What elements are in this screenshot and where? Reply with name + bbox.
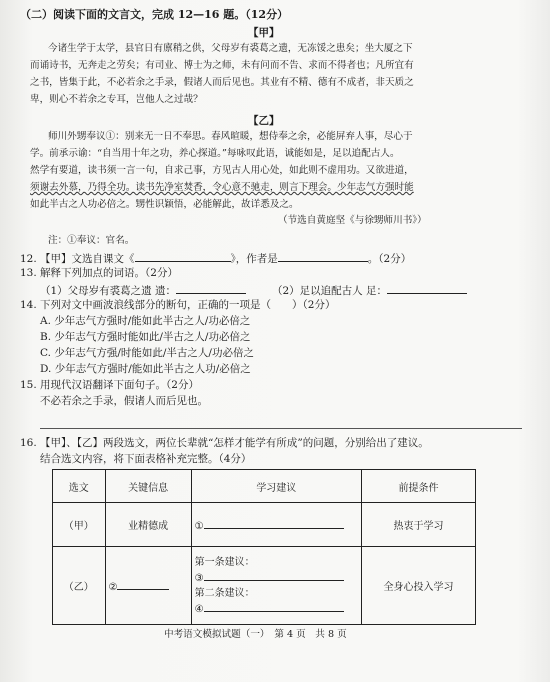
passage-b-line: 如此半古之人功必倍之。甥性识颖悟，必能解此，故详悉及之。 <box>30 199 299 210</box>
passage-a-label: 【甲】 <box>248 27 280 39</box>
question-13-item-1: （1）父母岁有裘葛之遗 遗： <box>40 282 246 298</box>
question-14-option-c: C. 少年志气方强/时能如此/半古之人/功必倍之 <box>40 347 254 359</box>
answer-table <box>52 469 476 625</box>
passage-b-source: （节选自黄庭坚《与徐甥师川书》） <box>278 215 427 226</box>
question-13-item-2: （2）足以追配古人 足： <box>272 282 467 298</box>
question-14-option-d: D. 少年志气方强时/能如此半古之人功/必倍之 <box>40 363 251 375</box>
question-13: 13. 解释下列加点的词语。（2分） <box>20 267 178 279</box>
question-15-sentence: 不必若余之手录，假诸人而后见也。 <box>40 395 208 407</box>
question-14-option-a: A. 少年志气方强时/能如此半古之人/功必倍之 <box>40 315 251 327</box>
answer-line <box>40 428 522 429</box>
advice-cell[interactable]: ① <box>191 503 361 547</box>
table-cell: 业精德成 <box>105 503 191 547</box>
passage-a-line: 而诵诗书，无奔走之劳矣；有司业、博士为之师，未有问而不告、求而不得者也；凡所宜有 <box>30 60 414 71</box>
table-row <box>53 547 476 625</box>
table-row <box>53 503 476 547</box>
advice-cell[interactable]: 第一条建议： ③ 第二条建议： ④ <box>191 547 361 625</box>
table-header: 前提条件 <box>361 470 475 503</box>
table-cell: （甲） <box>53 503 106 547</box>
key-info-cell[interactable]: ② <box>105 547 191 625</box>
passage-b-line: 须谢去外慕，乃得全功。读书先净室焚香，令心意不驰走，则言下理会。少年志气方强时能 <box>30 182 414 193</box>
table-cell: 全身心投入学习 <box>361 547 475 625</box>
table-cell: 热衷于学习 <box>361 503 475 547</box>
question-12: 12. 【甲】文选自课文《 》，作者是 。（2分） <box>20 250 411 266</box>
passage-b-label: 【乙】 <box>248 115 280 127</box>
table-header: 选文 <box>53 470 106 503</box>
passage-a-line: 之书，皆集于此，不必若余之手录，假诸人而后见也。其业有不精、德有不成者，非天质之 <box>30 77 414 88</box>
question-16-instruction: 结合选文内容，将下面表格补充完整。（4分） <box>40 453 252 465</box>
question-15: 15. 用现代汉语翻译下面句子。（2分） <box>20 379 199 391</box>
table-header-row <box>53 470 476 503</box>
passage-b-line: 然学有要道，读书须一言一句，自求己事，方见古人用心处，如此则不虚用功。又欲进道， <box>30 165 414 176</box>
section-header: （二）阅读下面的文言文，完成 12—16 题。（12分） <box>20 8 289 21</box>
table-cell: （乙） <box>53 547 106 625</box>
passage-b-line: 学。前承示谕：“自当用十年之功，养心探道。”每咏叹此语，诚能如是，足以追配古人。 <box>30 148 400 159</box>
table-header: 关键信息 <box>105 470 191 503</box>
question-14-option-b: B. 少年志气方强时能如此/半古之人/功必倍之 <box>40 331 251 343</box>
question-16: 16. 【甲】、【乙】两段选文，两位长辈就“怎样才能学有所成”的问题，分别给出了建议。 <box>20 437 429 449</box>
footnote: 注：①奉议：官名。 <box>48 235 135 246</box>
passage-a-line: 今诸生学于太学，县官日有廪稍之供，父母岁有裘葛之遗，无冻馁之患矣；坐大厦之下 <box>48 43 413 54</box>
table-header: 学习建议 <box>191 470 361 503</box>
passage-a-line: 卑，则心不若余之专耳，岂他人之过哉？ <box>30 94 203 105</box>
question-14: 14. 下列对文中画波浪线部分的断句，正确的一项是（ ）（2分） <box>20 299 336 311</box>
passage-b-line: 师川外甥奉议①：别来无一日不奉思。春风暄暖，想侍奉之余，必能屏弃人事，尽心于 <box>48 131 413 142</box>
page-footer: 中考语文模拟试题（一） 第 4 页 共 8 页 <box>164 629 347 640</box>
